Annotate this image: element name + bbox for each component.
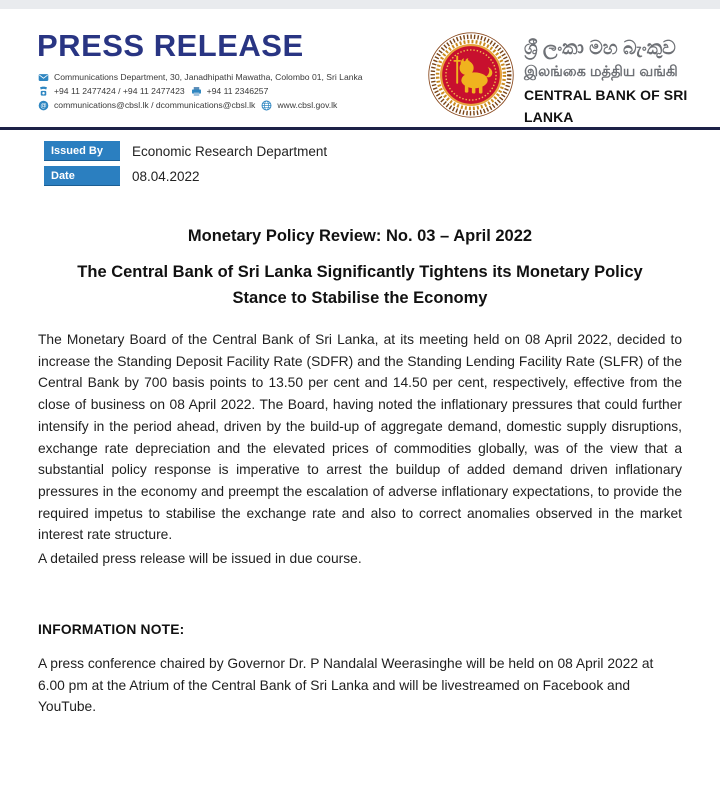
document-subtitle: The Central Bank of Sri Lanka Significantly Tightens its Monetary Policy Stance to Stabilise the Economy bbox=[77, 263, 643, 307]
mail-icon bbox=[38, 72, 49, 83]
bank-name-tamil: இலங்கை மத்திய வங்கி bbox=[524, 64, 678, 80]
scan-edge-strip bbox=[0, 0, 720, 9]
contact-block bbox=[38, 70, 438, 112]
bank-name-block bbox=[524, 37, 714, 128]
globe-icon bbox=[261, 100, 272, 111]
document-title: Monetary Policy Review: No. 03 – April 2022 bbox=[187, 227, 533, 245]
contact-fax-text: +94 11 2346257 bbox=[206, 86, 269, 96]
issued-by-row bbox=[44, 141, 327, 161]
date-badge: Date bbox=[44, 166, 120, 186]
information-note-heading: INFORMATION NOTE: bbox=[38, 622, 185, 637]
contact-website-text: www.cbsl.gov.lk bbox=[277, 100, 338, 110]
issued-by-badge: Issued By bbox=[44, 141, 120, 161]
at-icon bbox=[38, 100, 49, 111]
contact-email-text: communications@cbsl.lk / dcommunications@cbsl.lk bbox=[54, 100, 256, 110]
body-paragraph-1: The Monetary Board of the Central Bank of Sri Lanka, at its meeting held on 08 April 2022, decided to increase the Standing Deposit Facility Rate (SDFR) and the Standing Lending Facility Rate (SLFR) of the Central Bank by 700 basis points to 13.50 per cent and 14.50 per cent, respectively, effective from the close of business on 08 April 2022. The Board, having noted the inflationary pressures that could further intensify in the period ahead, driven by the build-up of aggregate demand, domestic supply disruptions, exchange rate depreciation and the elevated prices of commodities globally, was of the view that a substantial policy response is imperative to arrest the buildup of added demand driven inflationary pressures in the economy and preempt the escalation of adverse inflationary expectations, to provide the required impetus to stabilise the exchange rate and also to correct anomalies observed in the market interest rate structure. bbox=[38, 332, 682, 543]
contact-phone-row bbox=[38, 84, 438, 98]
phone-icon bbox=[38, 86, 49, 97]
header-divider-rule bbox=[0, 127, 720, 130]
date-row bbox=[44, 166, 200, 186]
date-value: 08.04.2022 bbox=[132, 168, 200, 184]
bank-name-sinhala: ශ්‍රී ලංකා මහ බැංකුව bbox=[524, 38, 676, 59]
contact-address-row bbox=[38, 70, 438, 84]
contact-address-text: Communications Department, 30, Janadhipathi Mawatha, Colombo 01, Sri Lanka bbox=[54, 72, 363, 82]
fax-icon bbox=[191, 86, 202, 97]
body-paragraph-2: A detailed press release will be issued in due course. bbox=[38, 551, 362, 566]
press-release-heading: PRESS RELEASE bbox=[37, 28, 304, 63]
contact-phone-text: +94 11 2477424 / +94 11 2477423 bbox=[54, 86, 185, 96]
issued-by-value: Economic Research Department bbox=[132, 143, 328, 159]
svg-text:@: @ bbox=[40, 102, 47, 110]
bank-name-english: CENTRAL BANK OF SRI LANKA bbox=[524, 87, 688, 125]
central-bank-seal-logo bbox=[427, 31, 515, 119]
contact-email-row bbox=[38, 98, 438, 112]
body-paragraph-3: A press conference chaired by Governor Dr. P Nandalal Weerasinghe will be held on 08 April 2022 at 6.00 pm at the Atrium of the Central Bank of Sri Lanka and will be livestreamed on Facebook and YouTube. bbox=[38, 656, 654, 715]
